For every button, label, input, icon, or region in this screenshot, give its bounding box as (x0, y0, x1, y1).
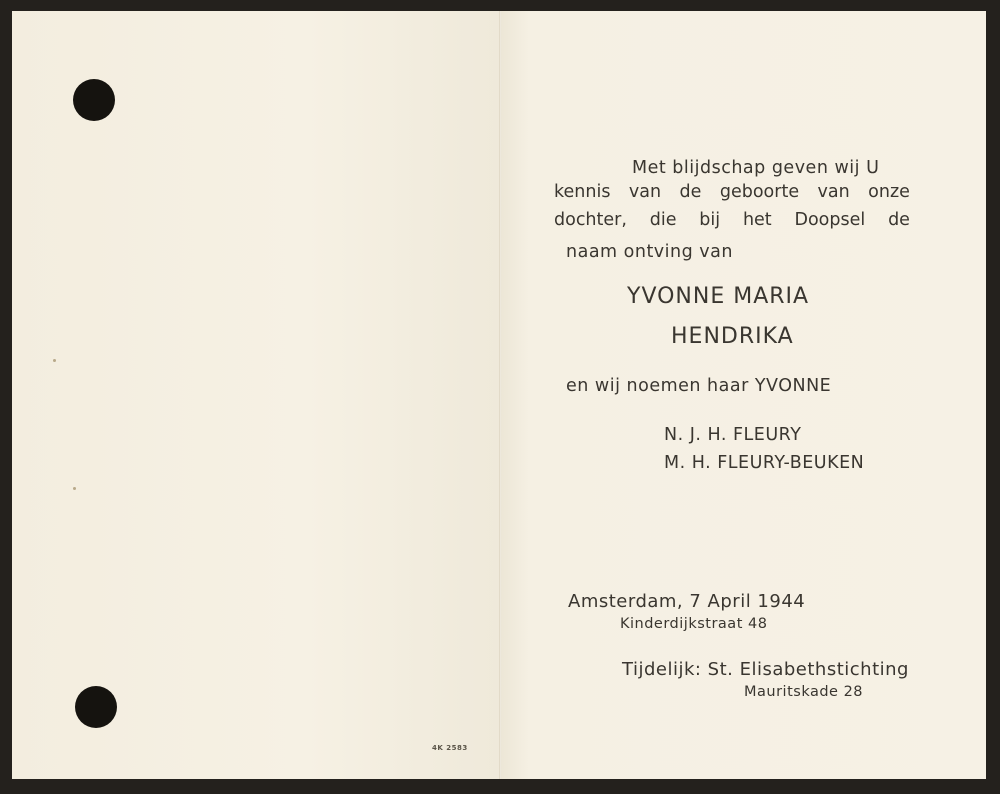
intro-word: Doopsel (794, 210, 866, 230)
intro-word: de (888, 210, 910, 230)
place-date: Amsterdam, 7 April 1944 (568, 591, 806, 612)
intro-word: de (679, 182, 702, 202)
intro-line-3 (554, 210, 910, 230)
child-name-line-2: HENDRIKA (671, 324, 794, 349)
parent-father: N. J. H. FLEURY (664, 425, 802, 445)
intro-word: dochter, (554, 210, 627, 230)
intro-word: bij (699, 210, 721, 230)
paper-speck (73, 487, 76, 490)
left-panel (12, 11, 500, 779)
fold-line (499, 11, 501, 779)
intro-word: van (628, 182, 662, 202)
parent-mother: M. H. FLEURY-BEUKEN (664, 453, 865, 473)
intro-word: het (742, 210, 772, 230)
intro-line-4: naam ontving van (566, 242, 733, 262)
punch-hole-bottom (75, 686, 117, 728)
call-name-line: en wij noemen haar YVONNE (566, 376, 832, 396)
paper-speck (53, 359, 56, 362)
child-name-line-1: YVONNE MARIA (627, 284, 810, 309)
home-address: Kinderdijkstraat 48 (620, 616, 768, 632)
intro-line-1: Met blijdschap geven wij U (632, 158, 880, 178)
temporary-location: Tijdelijk: St. Elisabethstichting (622, 659, 909, 680)
temporary-address: Mauritskade 28 (744, 684, 864, 700)
intro-word: geboorte (719, 182, 800, 202)
punch-hole-top (73, 79, 115, 121)
intro-word: die (649, 210, 677, 230)
intro-word: van (817, 182, 850, 202)
intro-word: kennis (554, 182, 611, 202)
intro-word: onze (868, 182, 910, 202)
printer-mark: 4K 2583 (432, 744, 468, 752)
intro-line-2 (554, 182, 910, 202)
